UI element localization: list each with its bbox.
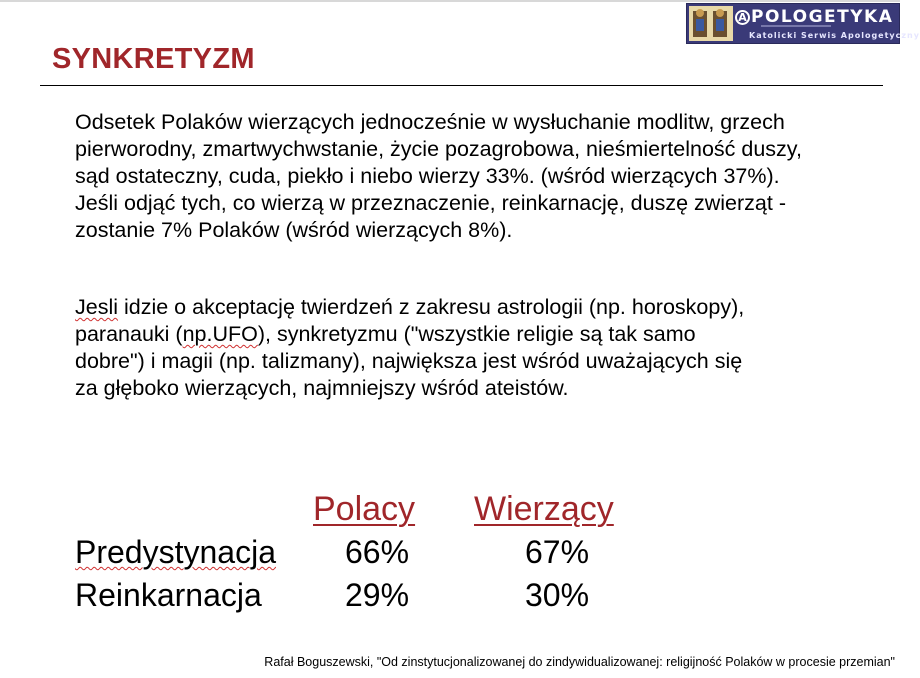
cell-reinkarnacja-wierzacy: 30% xyxy=(525,577,590,613)
line-text: paranauki ( xyxy=(75,322,183,346)
paragraph2-line xyxy=(75,376,569,400)
line-text: idzie o akceptację twierdzeń z zakresu astrologii (np. horoskopy), xyxy=(118,295,745,319)
line-text: za głęboko wierzących, najmniejszy wśród ateistów. xyxy=(75,376,569,400)
line-text: ), synkretyzmu ("wszystkie religie są tak samo xyxy=(257,322,696,346)
column-header-polacy: Polacy xyxy=(313,490,416,528)
logo-emblem-image xyxy=(689,6,733,41)
slide-title: SYNKRETYZM xyxy=(52,43,255,75)
paragraph1-sentence: Odsetek Polaków wierzących jednocześnie w wysłuchanie modlitw, grzech pierworodny, zmartwychwstanie, życie pozagrobowa, nieśmiertelność duszy, sąd ostateczny, cuda, piekło i niebo wierzy 33%. (wśród wierzących 37%). xyxy=(75,110,802,188)
column-header-wierzacy: Wierzący xyxy=(474,490,614,528)
paragraph-statistics xyxy=(75,109,835,244)
source-citation: Rafał Boguszewski, "Od zinstytucjonalizowanej do zindywidualizowanej: religijność Polaków w procesie przemian" xyxy=(264,655,895,669)
logo-title: A POLOGETYKA xyxy=(735,7,893,27)
spellcheck-flagged-word: np.UFO xyxy=(182,322,258,346)
paragraph1-sentence: Jeśli odjąć tych, co wierzą w przeznaczenie, reinkarnację, duszę zwierząt - zostanie 7% Polaków (wśród wierzących 8%). xyxy=(75,191,786,242)
logo-tagline: Katolicki Serwis Apologetyczny xyxy=(749,31,920,40)
cell-predystynacja-polacy: 66% xyxy=(345,534,410,570)
row-label-predystynacja: Predystynacja xyxy=(75,534,276,570)
paragraph2-line xyxy=(75,349,742,373)
row-label-reinkarnacja: Reinkarnacja xyxy=(75,577,262,613)
paragraph-astrology xyxy=(75,294,835,402)
top-border xyxy=(0,0,900,2)
paragraph2-line xyxy=(75,295,744,319)
spellcheck-flagged-word: Jesli xyxy=(75,295,119,319)
cell-predystynacja-wierzacy: 67% xyxy=(525,534,590,570)
paragraph2-line xyxy=(75,322,696,346)
line-text: dobre") i magii (np. talizmany), największa jest wśród uważających się xyxy=(75,349,743,373)
cell-reinkarnacja-polacy: 29% xyxy=(345,577,410,613)
title-divider xyxy=(40,85,883,86)
apologetyka-logo[interactable] xyxy=(686,3,920,44)
